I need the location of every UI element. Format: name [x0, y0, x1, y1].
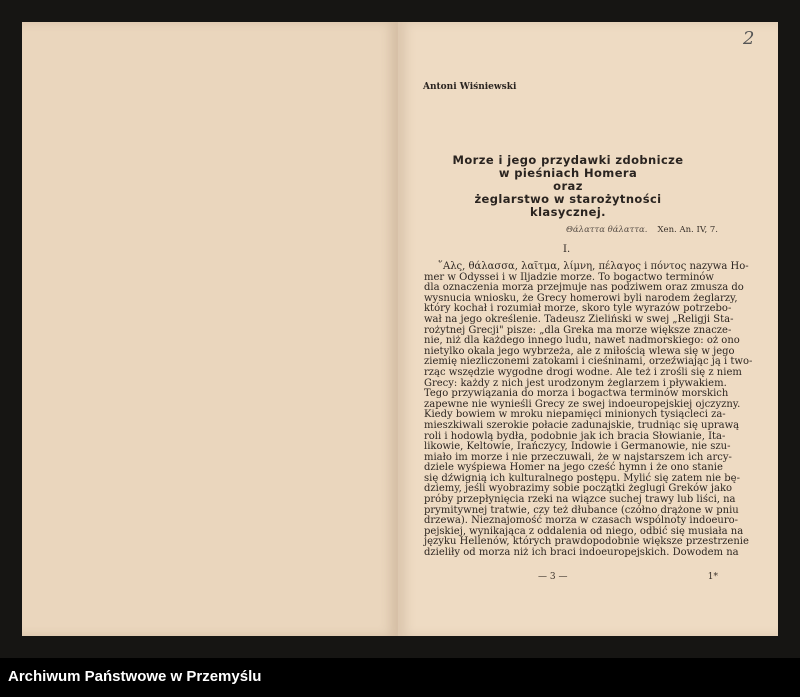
text-line: dziemy, jeśli wyobrazimy sobie początki żeglugi Greków jako: [424, 483, 733, 495]
text-line: likowie, Keltowie, Irańczycy, Indowie i Germanowie, nie szu-: [424, 441, 731, 453]
text-line: miało im morze i nie przeczuwali, że w najstarszem ich arcy-: [424, 451, 732, 463]
text-line: próby przepłynięcia rzeki na wiązce suchej trawy lub liści, na: [424, 494, 736, 506]
section-number: I.: [563, 244, 571, 255]
right-text-page: [398, 22, 778, 636]
text-line: dziele wyśpiewa Homer na jego cześć hymn i że ono stanie: [424, 462, 723, 474]
text-line: pejskiej, wynikająca z oddalenia od niego, odbić się musiała na: [424, 525, 744, 537]
text-line: języku Hellenów, których prawdopodobnie większe przestrzenie: [424, 536, 749, 548]
title-line: klasycznej.: [530, 205, 606, 219]
epigraph-reference: Xen. An. IV, 7.: [657, 225, 718, 235]
text-line: który kochał i rozumiał morze, skoro tyle wyrazów potrzebo-: [424, 303, 732, 315]
text-line: ziemię niezliczonemi zatokami i cieśninami, orzeźwiając ją i two-: [424, 356, 753, 368]
page-number: — 3 —: [538, 572, 568, 582]
text-line: dla oznaczenia morza przejmuje nas podziwem oraz zmusza do: [424, 282, 744, 294]
title-line: oraz: [553, 179, 583, 193]
title-line: żeglarstwo w starożytności: [474, 192, 662, 206]
text-line: roli i hodowlą bydła, podobnie jak ich bracia Słowianie, Ita-: [424, 430, 726, 442]
article-title: [418, 154, 718, 219]
text-line: rząc wszędzie wygodne drogi wodne. Ale też i zrośli się z niem: [424, 366, 742, 378]
epigraph-greek: Θάλαττα θάλαττα.: [565, 225, 648, 235]
text-line: drzewa). Nieznajomość morza w czasach wspólnoty indoeuro-: [424, 515, 739, 527]
text-line: mer w Odyssei i w Iljadzie morze. To bogactwo terminów: [424, 271, 714, 283]
text-line: Tego przywiązania do morza i bogactwa terminów morskich: [424, 388, 729, 400]
author-name: Antoni Wiśniewski: [423, 82, 517, 92]
text-line: dzieliły od morza niż ich braci indoeuropejskich. Dowodem na: [424, 547, 739, 559]
handwritten-page-marker: 2: [743, 28, 755, 49]
text-line: Grecy: każdy z nich jest urodzonym żeglarzem i pływakiem.: [424, 377, 727, 389]
left-blank-page: [22, 22, 398, 636]
text-line: Kiedy bowiem w mroku niepamięci minionych tysiącleci za-: [424, 409, 726, 421]
epigraph: [566, 225, 718, 235]
text-line: nie, niż dla każdego innego ludu, nawet nadmorskiego: oż ono: [424, 335, 740, 347]
text-line: zapewne nie wynieśli Grecy ze swej indoeuropejskiej ojczyzny.: [424, 398, 741, 410]
text-line: prymitywnej tratwie, czy też dłubance (czółno drążone w pniu: [424, 504, 739, 516]
text-line: nietylko okala jego wybrzeża, ale z miłością wlewa się w jego: [424, 345, 735, 357]
text-line: ῞Αλς, θάλασσα, λαῖτμα, λίμνη, πέλαγος i πόντος nazywa Ho-: [438, 261, 749, 272]
archive-name: Archiwum Państwowe w Przemyślu: [8, 668, 262, 685]
text-line: mieszkiwali szerokie połacie zadunajskie, trudniąc się uprawą: [424, 419, 740, 431]
text-line: się dźwignią ich kulturalnego postępu. Mylić się zatem nie bę-: [424, 472, 740, 484]
title-line: Morze i jego przydawki zdobnicze: [452, 153, 684, 167]
body-text: [424, 261, 753, 559]
text-line: wysnucia wniosku, że Grecy homerowi byli narodem żeglarzy,: [424, 292, 738, 304]
signature-mark: 1*: [707, 572, 718, 582]
archive-footer: [0, 658, 800, 697]
title-line: w pieśniach Homera: [498, 166, 638, 180]
text-line: rożytnej Grecji" pisze: „dla Greka ma morze większe znacze-: [424, 324, 732, 336]
text-line: wał na jego określenie. Tadeusz Zieliński w swej „Religji Sta-: [424, 313, 734, 325]
